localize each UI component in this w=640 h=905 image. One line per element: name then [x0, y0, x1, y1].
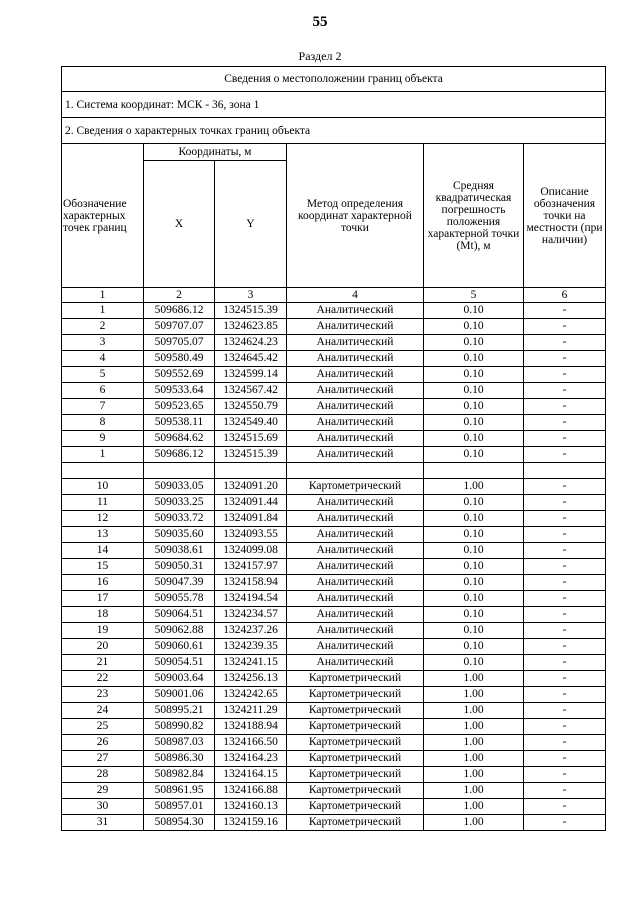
- method-cell: Картометрический: [287, 687, 424, 703]
- point-number-cell: 27: [62, 751, 144, 767]
- y-coordinate-cell: 1324160.13: [215, 799, 287, 815]
- x-coordinate-cell: 509060.61: [144, 639, 215, 655]
- table-row: [62, 735, 606, 751]
- y-coordinate-cell: 1324550.79: [215, 399, 287, 415]
- point-number-cell: 28: [62, 767, 144, 783]
- accuracy-cell: 1.00: [424, 751, 524, 767]
- empty-cell: [62, 463, 144, 479]
- y-coordinate-cell: 1324158.94: [215, 575, 287, 591]
- point-number-cell: 9: [62, 431, 144, 447]
- accuracy-cell: 0.10: [424, 511, 524, 527]
- description-cell: -: [524, 703, 606, 719]
- boundary-points-table: [61, 66, 606, 831]
- method-cell: Картометрический: [287, 799, 424, 815]
- separator-row: [62, 463, 606, 479]
- table-row: [62, 703, 606, 719]
- accuracy-cell: 1.00: [424, 687, 524, 703]
- column-number: 6: [524, 288, 606, 303]
- method-cell: Аналитический: [287, 383, 424, 399]
- empty-cell: [144, 463, 215, 479]
- point-number-cell: 6: [62, 383, 144, 399]
- table-row: [62, 591, 606, 607]
- y-coordinate-cell: 1324091.20: [215, 479, 287, 495]
- table-row: [62, 671, 606, 687]
- table-row: [62, 575, 606, 591]
- method-cell: Аналитический: [287, 367, 424, 383]
- method-cell: Аналитический: [287, 591, 424, 607]
- y-coordinate-cell: 1324549.40: [215, 415, 287, 431]
- description-cell: -: [524, 591, 606, 607]
- x-coordinate-cell: 509003.64: [144, 671, 215, 687]
- point-number-cell: 12: [62, 511, 144, 527]
- y-coordinate-cell: 1324091.44: [215, 495, 287, 511]
- x-coordinate-cell: 509001.06: [144, 687, 215, 703]
- y-coordinate-cell: 1324166.88: [215, 783, 287, 799]
- accuracy-cell: 0.10: [424, 431, 524, 447]
- point-number-cell: 19: [62, 623, 144, 639]
- y-coordinate-cell: 1324241.15: [215, 655, 287, 671]
- table-row: [62, 815, 606, 831]
- description-cell: -: [524, 687, 606, 703]
- table-row: [62, 415, 606, 431]
- accuracy-cell: 0.10: [424, 383, 524, 399]
- method-cell: Картометрический: [287, 751, 424, 767]
- table-row: [62, 751, 606, 767]
- y-coordinate-cell: 1324567.42: [215, 383, 287, 399]
- page-number: 55: [312, 14, 328, 30]
- table-row: [62, 319, 606, 335]
- accuracy-cell: 0.10: [424, 335, 524, 351]
- description-cell: -: [524, 799, 606, 815]
- accuracy-cell: 1.00: [424, 703, 524, 719]
- description-cell: -: [524, 735, 606, 751]
- x-coordinate-cell: 508954.30: [144, 815, 215, 831]
- point-number-cell: 22: [62, 671, 144, 687]
- method-cell: Аналитический: [287, 351, 424, 367]
- y-coordinate-cell: 1324515.39: [215, 303, 287, 319]
- header-method: Метод определения координат характерной точки: [287, 144, 424, 288]
- description-cell: -: [524, 383, 606, 399]
- table-row: [62, 719, 606, 735]
- x-coordinate-cell: 509523.65: [144, 399, 215, 415]
- y-coordinate-cell: 1324164.23: [215, 751, 287, 767]
- x-coordinate-cell: 509686.12: [144, 303, 215, 319]
- method-cell: Аналитический: [287, 415, 424, 431]
- method-cell: Картометрический: [287, 479, 424, 495]
- x-coordinate-cell: 509033.72: [144, 511, 215, 527]
- y-coordinate-cell: 1324093.55: [215, 527, 287, 543]
- method-cell: Аналитический: [287, 623, 424, 639]
- y-coordinate-cell: 1324099.08: [215, 543, 287, 559]
- accuracy-cell: 1.00: [424, 479, 524, 495]
- table-row: [62, 431, 606, 447]
- table-row: [62, 767, 606, 783]
- x-coordinate-cell: 509033.25: [144, 495, 215, 511]
- coord-system-line: 1. Система координат: МСК - 36, зона 1: [62, 92, 606, 118]
- point-number-cell: 17: [62, 591, 144, 607]
- x-coordinate-cell: 509054.51: [144, 655, 215, 671]
- y-coordinate-cell: 1324242.65: [215, 687, 287, 703]
- accuracy-cell: 0.10: [424, 415, 524, 431]
- description-cell: -: [524, 415, 606, 431]
- table-row: [62, 383, 606, 399]
- column-number: 5: [424, 288, 524, 303]
- point-number-cell: 7: [62, 399, 144, 415]
- point-number-cell: 21: [62, 655, 144, 671]
- method-cell: Аналитический: [287, 399, 424, 415]
- x-coordinate-cell: 508957.01: [144, 799, 215, 815]
- description-cell: -: [524, 319, 606, 335]
- method-cell: Картометрический: [287, 815, 424, 831]
- description-cell: -: [524, 559, 606, 575]
- point-number-cell: 26: [62, 735, 144, 751]
- description-cell: -: [524, 671, 606, 687]
- point-number-cell: 11: [62, 495, 144, 511]
- x-coordinate-cell: 509050.31: [144, 559, 215, 575]
- header-description: Описание обозначения точки на местности (при наличии): [524, 144, 606, 288]
- column-number: 2: [144, 288, 215, 303]
- table-title: Сведения о местоположении границ объекта: [62, 67, 606, 92]
- column-number-row: [62, 288, 606, 303]
- header-accuracy: Средняя квадратическая погрешность положения характерной точки (Mt), м: [424, 144, 524, 288]
- point-number-cell: 18: [62, 607, 144, 623]
- accuracy-cell: 0.10: [424, 575, 524, 591]
- y-coordinate-cell: 1324211.29: [215, 703, 287, 719]
- header-y: Y: [215, 161, 287, 288]
- x-coordinate-cell: 509055.78: [144, 591, 215, 607]
- method-cell: Картометрический: [287, 703, 424, 719]
- point-number-cell: 1: [62, 447, 144, 463]
- accuracy-cell: 0.10: [424, 495, 524, 511]
- table-row: [62, 351, 606, 367]
- empty-cell: [524, 463, 606, 479]
- table-row: [62, 687, 606, 703]
- table-row: [62, 607, 606, 623]
- accuracy-cell: 0.10: [424, 447, 524, 463]
- accuracy-cell: 1.00: [424, 799, 524, 815]
- table-row: [62, 623, 606, 639]
- table-row: [62, 511, 606, 527]
- x-coordinate-cell: 509707.07: [144, 319, 215, 335]
- x-coordinate-cell: 509552.69: [144, 367, 215, 383]
- x-coordinate-cell: 509684.62: [144, 431, 215, 447]
- point-number-cell: 23: [62, 687, 144, 703]
- description-cell: -: [524, 335, 606, 351]
- method-cell: Картометрический: [287, 735, 424, 751]
- accuracy-cell: 0.10: [424, 623, 524, 639]
- accuracy-cell: 0.10: [424, 639, 524, 655]
- accuracy-cell: 1.00: [424, 767, 524, 783]
- header-point-label: Обозначение характерных точек границ: [62, 144, 144, 288]
- method-cell: Аналитический: [287, 447, 424, 463]
- description-cell: -: [524, 655, 606, 671]
- section-label: Раздел 2: [298, 49, 342, 63]
- point-number-cell: 2: [62, 319, 144, 335]
- point-number-cell: 5: [62, 367, 144, 383]
- table-row: [62, 303, 606, 319]
- y-coordinate-cell: 1324091.84: [215, 511, 287, 527]
- point-number-cell: 31: [62, 815, 144, 831]
- column-number: 4: [287, 288, 424, 303]
- description-cell: -: [524, 303, 606, 319]
- y-coordinate-cell: 1324239.35: [215, 639, 287, 655]
- accuracy-cell: 0.10: [424, 655, 524, 671]
- x-coordinate-cell: 508987.03: [144, 735, 215, 751]
- description-cell: -: [524, 767, 606, 783]
- table-row: [62, 639, 606, 655]
- x-coordinate-cell: 509033.05: [144, 479, 215, 495]
- accuracy-cell: 1.00: [424, 671, 524, 687]
- accuracy-cell: 0.10: [424, 543, 524, 559]
- accuracy-cell: 0.10: [424, 607, 524, 623]
- description-cell: -: [524, 431, 606, 447]
- table-row: [62, 495, 606, 511]
- empty-cell: [287, 463, 424, 479]
- y-coordinate-cell: 1324515.69: [215, 431, 287, 447]
- y-coordinate-cell: 1324194.54: [215, 591, 287, 607]
- method-cell: Аналитический: [287, 431, 424, 447]
- x-coordinate-cell: 508990.82: [144, 719, 215, 735]
- description-cell: -: [524, 623, 606, 639]
- table-row: [62, 559, 606, 575]
- y-coordinate-cell: 1324234.57: [215, 607, 287, 623]
- point-number-cell: 3: [62, 335, 144, 351]
- method-cell: Аналитический: [287, 655, 424, 671]
- table-row: [62, 655, 606, 671]
- method-cell: Аналитический: [287, 527, 424, 543]
- x-coordinate-cell: 509064.51: [144, 607, 215, 623]
- empty-cell: [424, 463, 524, 479]
- description-cell: -: [524, 575, 606, 591]
- y-coordinate-cell: 1324164.15: [215, 767, 287, 783]
- description-cell: -: [524, 815, 606, 831]
- x-coordinate-cell: 509580.49: [144, 351, 215, 367]
- y-coordinate-cell: 1324624.23: [215, 335, 287, 351]
- point-number-cell: 20: [62, 639, 144, 655]
- table-row: [62, 335, 606, 351]
- accuracy-cell: 0.10: [424, 319, 524, 335]
- x-coordinate-cell: 508982.84: [144, 767, 215, 783]
- description-cell: -: [524, 639, 606, 655]
- y-coordinate-cell: 1324157.97: [215, 559, 287, 575]
- description-cell: -: [524, 751, 606, 767]
- method-cell: Аналитический: [287, 559, 424, 575]
- method-cell: Аналитический: [287, 495, 424, 511]
- description-cell: -: [524, 511, 606, 527]
- table-row: [62, 479, 606, 495]
- point-number-cell: 29: [62, 783, 144, 799]
- point-number-cell: 8: [62, 415, 144, 431]
- x-coordinate-cell: 509686.12: [144, 447, 215, 463]
- y-coordinate-cell: 1324623.85: [215, 319, 287, 335]
- x-coordinate-cell: 509062.88: [144, 623, 215, 639]
- x-coordinate-cell: 509533.64: [144, 383, 215, 399]
- point-number-cell: 30: [62, 799, 144, 815]
- description-cell: -: [524, 399, 606, 415]
- method-cell: Аналитический: [287, 319, 424, 335]
- accuracy-cell: 0.10: [424, 399, 524, 415]
- x-coordinate-cell: 509705.07: [144, 335, 215, 351]
- point-number-cell: 13: [62, 527, 144, 543]
- accuracy-cell: 1.00: [424, 815, 524, 831]
- method-cell: Аналитический: [287, 639, 424, 655]
- method-cell: Аналитический: [287, 335, 424, 351]
- y-coordinate-cell: 1324599.14: [215, 367, 287, 383]
- table-row: [62, 527, 606, 543]
- x-coordinate-cell: 509038.61: [144, 543, 215, 559]
- x-coordinate-cell: 508986.30: [144, 751, 215, 767]
- header-coords-group: Координаты, м: [144, 144, 287, 161]
- y-coordinate-cell: 1324159.16: [215, 815, 287, 831]
- table-row: [62, 367, 606, 383]
- accuracy-cell: 1.00: [424, 783, 524, 799]
- y-coordinate-cell: 1324256.13: [215, 671, 287, 687]
- point-number-cell: 15: [62, 559, 144, 575]
- accuracy-cell: 0.10: [424, 351, 524, 367]
- accuracy-cell: 0.10: [424, 367, 524, 383]
- accuracy-cell: 0.10: [424, 527, 524, 543]
- column-number: 3: [215, 288, 287, 303]
- header-x: X: [144, 161, 215, 288]
- accuracy-cell: 0.10: [424, 559, 524, 575]
- method-cell: Картометрический: [287, 783, 424, 799]
- point-number-cell: 25: [62, 719, 144, 735]
- description-cell: -: [524, 783, 606, 799]
- point-number-cell: 24: [62, 703, 144, 719]
- accuracy-cell: 0.10: [424, 303, 524, 319]
- description-cell: -: [524, 543, 606, 559]
- method-cell: Картометрический: [287, 767, 424, 783]
- table-row: [62, 447, 606, 463]
- x-coordinate-cell: 509538.11: [144, 415, 215, 431]
- points-heading: 2. Сведения о характерных точках границ объекта: [62, 118, 606, 144]
- column-number: 1: [62, 288, 144, 303]
- x-coordinate-cell: 509047.39: [144, 575, 215, 591]
- x-coordinate-cell: 508961.95: [144, 783, 215, 799]
- method-cell: Аналитический: [287, 303, 424, 319]
- point-number-cell: 14: [62, 543, 144, 559]
- table-row: [62, 543, 606, 559]
- method-cell: Аналитический: [287, 575, 424, 591]
- description-cell: -: [524, 495, 606, 511]
- point-number-cell: 4: [62, 351, 144, 367]
- y-coordinate-cell: 1324645.42: [215, 351, 287, 367]
- description-cell: -: [524, 607, 606, 623]
- description-cell: -: [524, 351, 606, 367]
- accuracy-cell: 1.00: [424, 735, 524, 751]
- empty-cell: [215, 463, 287, 479]
- description-cell: -: [524, 479, 606, 495]
- table-row: [62, 783, 606, 799]
- x-coordinate-cell: 509035.60: [144, 527, 215, 543]
- description-cell: -: [524, 527, 606, 543]
- accuracy-cell: 0.10: [424, 591, 524, 607]
- point-number-cell: 10: [62, 479, 144, 495]
- description-cell: -: [524, 447, 606, 463]
- y-coordinate-cell: 1324237.26: [215, 623, 287, 639]
- y-coordinate-cell: 1324515.39: [215, 447, 287, 463]
- method-cell: Аналитический: [287, 511, 424, 527]
- y-coordinate-cell: 1324188.94: [215, 719, 287, 735]
- accuracy-cell: 1.00: [424, 719, 524, 735]
- description-cell: -: [524, 367, 606, 383]
- point-number-cell: 1: [62, 303, 144, 319]
- method-cell: Аналитический: [287, 543, 424, 559]
- table-row: [62, 399, 606, 415]
- x-coordinate-cell: 508995.21: [144, 703, 215, 719]
- table-row: [62, 799, 606, 815]
- method-cell: Картометрический: [287, 671, 424, 687]
- y-coordinate-cell: 1324166.50: [215, 735, 287, 751]
- method-cell: Аналитический: [287, 607, 424, 623]
- description-cell: -: [524, 719, 606, 735]
- method-cell: Картометрический: [287, 719, 424, 735]
- point-number-cell: 16: [62, 575, 144, 591]
